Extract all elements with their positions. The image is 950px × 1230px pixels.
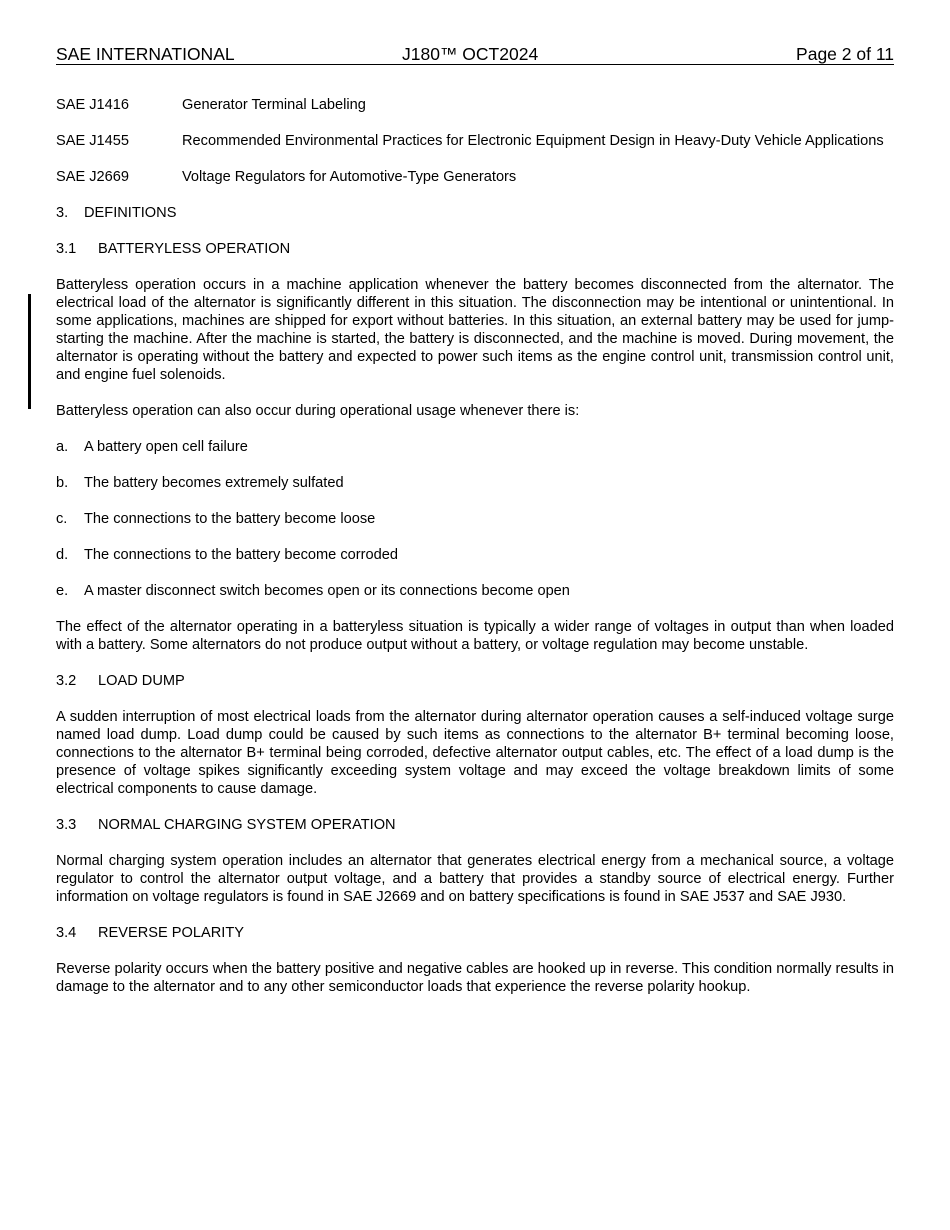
- list-item: [56, 582, 894, 600]
- section-title: LOAD DUMP: [98, 673, 185, 689]
- section-heading-3-2: [56, 672, 894, 690]
- section-heading-3-1: [56, 240, 894, 258]
- list-item-letter: d.: [56, 547, 69, 563]
- section-heading-definitions: [56, 204, 894, 222]
- list-item: [56, 474, 894, 492]
- paragraph: Normal charging system operation includes an alternator that generates electrical energy from a mechanical source, a voltage regulator to control the alternator output voltage, and a battery that provides a standby source of electrical energy. Further information on voltage regulators is found in SAE J2669 and on battery specifications is found in SAE J537 and SAE J930.: [56, 853, 894, 905]
- list-item-letter: b.: [56, 475, 69, 491]
- list-item: [56, 510, 894, 528]
- reference-entry: [56, 132, 894, 150]
- section-number: 3.4: [56, 925, 77, 941]
- section-title: NORMAL CHARGING SYSTEM OPERATION: [98, 817, 396, 833]
- paragraph: Batteryless operation can also occur during operational usage whenever there is:: [56, 403, 580, 419]
- reference-entry: [56, 168, 894, 186]
- section-number: 3.3: [56, 817, 77, 833]
- list-item: [56, 546, 894, 564]
- section-title: DEFINITIONS: [84, 205, 177, 221]
- section-heading-3-3: [56, 816, 894, 834]
- section-title: BATTERYLESS OPERATION: [98, 241, 291, 257]
- section-number: 3.2: [56, 673, 77, 689]
- section-number: 3.1: [56, 241, 77, 257]
- section-heading-3-4: [56, 924, 894, 942]
- reference-code: SAE J1416: [56, 97, 130, 113]
- document-body: [56, 96, 894, 1014]
- page-header: [56, 44, 894, 65]
- header-organization: SAE INTERNATIONAL: [56, 44, 235, 64]
- reference-title: Voltage Regulators for Automotive-Type Generators: [182, 169, 517, 185]
- list-item-text: The battery becomes extremely sulfated: [84, 475, 344, 491]
- list-item-text: The connections to the battery become loose: [84, 511, 376, 527]
- list-item-text: The connections to the battery become corroded: [84, 547, 398, 563]
- paragraph: The effect of the alternator operating in a batteryless situation is typically a wider range of voltages in output than when loaded with a battery. Some alternators do not produce output without a battery, or voltage regulation may become unstable.: [56, 619, 894, 653]
- list-item: [56, 438, 894, 456]
- paragraph: Reverse polarity occurs when the battery positive and negative cables are hooked up in reverse. This condition normally results in damage to the alternator and to any other semiconductor loads that experience the reverse polarity hookup.: [56, 961, 894, 995]
- list-item-letter: a.: [56, 439, 69, 455]
- list-item-letter: c.: [56, 511, 68, 527]
- revision-change-bar: [28, 294, 31, 409]
- reference-title: Generator Terminal Labeling: [182, 97, 366, 113]
- reference-code: SAE J2669: [56, 169, 130, 185]
- section-number: 3.: [56, 205, 69, 221]
- paragraph: A sudden interruption of most electrical loads from the alternator during alternator operation causes a self-induced voltage surge named load dump. Load dump could be caused by such items as connections to the alternator B+ terminal becoming loose, connections to the alternator B+ terminal being corroded, defective alternator output cables, etc. The effect of a load dump is the presence of voltage spikes significantly exceeding system voltage and may exceed the voltage breakdown limits of some electrical components to cause damage.: [56, 709, 894, 797]
- list-item-text: A master disconnect switch becomes open or its connections become open: [84, 583, 570, 599]
- reference-code: SAE J1455: [56, 133, 130, 149]
- list-item-text: A battery open cell failure: [84, 439, 248, 455]
- paragraph: Batteryless operation occurs in a machine application whenever the battery becomes disconnected from the alternator. The electrical load of the alternator is significantly different in this situation. The disconnection may be intentional or unintentional. In some applications, machines are shipped for export without batteries. In this situation, an external battery may be used for jump-starting the machine. After the machine is started, the battery is disconnected, and the machine is moved. During movement, the alternator is operating without the battery and expected to power such items as the engine control unit, transmission control unit, and engine fuel solenoids.: [56, 277, 894, 383]
- list-item-letter: e.: [56, 583, 69, 599]
- header-document-id: J180™ OCT2024: [402, 44, 539, 64]
- header-page-number: Page 2 of 11: [796, 44, 894, 64]
- reference-entry: [56, 96, 894, 114]
- reference-title: Recommended Environmental Practices for Electronic Equipment Design in Heavy-Duty Vehicle Applications: [182, 133, 884, 149]
- section-title: REVERSE POLARITY: [98, 925, 244, 941]
